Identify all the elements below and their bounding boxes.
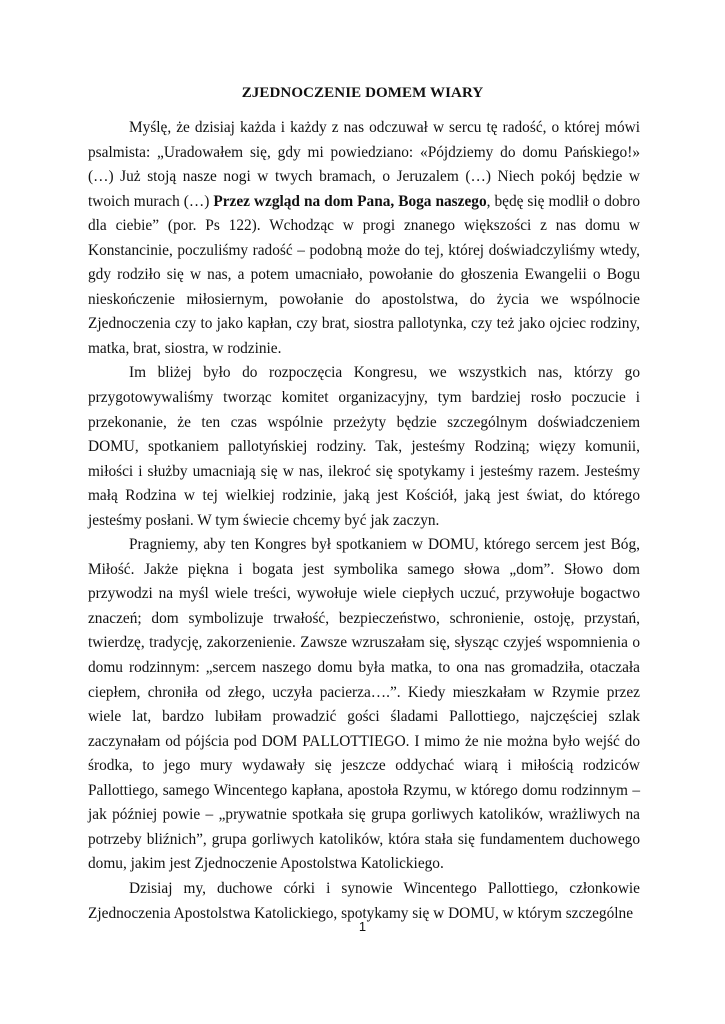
paragraph-4: Dzisiaj my, duchowe córki i synowie Wincentego Pallottiego, członkowie Zjednoczenia Apostolstwa Katolickiego, spotykamy się w DOMU, w którym szczególne bbox=[88, 879, 640, 922]
paragraph-3: Pragniemy, aby ten Kongres był spotkaniem w DOMU, którego sercem jest Bóg, Miłość. Jakże piękna i bogata jest symbolika samego słowa „dom”. Słowo dom przywodzi na myśl wiele treści, wywołuje wiele ciepłych uczuć, przywołuje bogactwo znaczeń; dom symbolizuje trwałość, bezpieczeństwo, schronienie, ostoję, przystań, twierdzę, tradycję, zakorzenienie. Zawsze wzruszałam się, słysząc czyjeś wspomnienia o domu rodzinnym: „sercem naszego domu była matka, to ona nas gromadziła, otaczała ciepłem, chroniła od złego, uczyła pacierza….”. Kiedy mieszkałam w Rzymie przez wiele lat, bardzo lubiłam prowadzić gości śladami Pallottiego, najczęściej szlak zaczynałam od pójścia pod DOM PALLOTTIEGO. I mimo że nie można było wejść do środka, to jego mury wydawały się jeszcze oddychać wiarą i miłością rodziców Pallottiego, samego Wincentego kapłana, apostoła Rzymu, w którego domu rodzinnym – jak później powie – „prywatnie spotkała się grupa gorliwych katolików, wrażliwych na potrzeby bliźnich”, grupa gorliwych katolików, która stała się fundamentem duchowego domu, jakim jest Zjednoczenie Apostolstwa Katolickiego. bbox=[88, 536, 640, 873]
paragraph-1-text-start: Myślę, że dzisiaj każda i każdy z nas odczuwał w sercu tę radość, o której mówi psalmista: „Uradowałem się, gdy mi powiedziano: «Pójdziemy do domu Pańskiego!» (…) Już stoją nasze nogi w twych bramach, o Jeruzalem (…) Niech pokój będzie w twoich murach (…) bbox=[88, 119, 640, 210]
document-title: ZJEDNOCZENIE DOMEM WIARY bbox=[241, 85, 484, 101]
page-number: 1 bbox=[358, 919, 367, 934]
paragraph-1 bbox=[88, 116, 640, 361]
paragraph-1-bold-phrase: Przez wzgląd na dom Pana, Boga naszego bbox=[213, 192, 487, 210]
document-body bbox=[88, 116, 640, 926]
paragraph-1-text-end: , będę się modlił o dobro dla ciebie” (por. Ps 122). Wchodząc w progi znanego większości z nas domu w Konstancinie, poczuliśmy radość – podobną może do tej, której doświadczyliśmy wtedy, gdy rodziło się w nas, a potem umacniało, powołanie do głoszenia Ewangelii o Bogu nieskończenie miłosiernym, powołanie do apostolstwa, do życia we wspólnocie Zjednoczenia czy to jako kapłan, czy brat, siostra pallotynka, czy też jako ojciec rodziny, matka, brat, siostra, w rodzinie. bbox=[88, 192, 640, 357]
paragraph-2: Im bliżej było do rozpoczęcia Kongresu, we wszystkich nas, którzy go przygotowywaliśmy tworząc komitet organizacyjny, tym bardziej rosło poczucie i przekonanie, że ten czas wspólnie przeżyty będzie szczególnym doświadczeniem DOMU, spotkaniem pallotyńskiej rodziny. Tak, jesteśmy Rodziną; więzy komunii, miłości i służby umacniają się w nas, ilekroć się spotykamy i jesteśmy razem. Jesteśmy małą Rodzina w tej wielkiej rodzinie, jaką jest Kościół, jaką jest świat, do którego jesteśmy posłani. W tym świecie chcemy być jak zaczyn. bbox=[88, 364, 640, 529]
